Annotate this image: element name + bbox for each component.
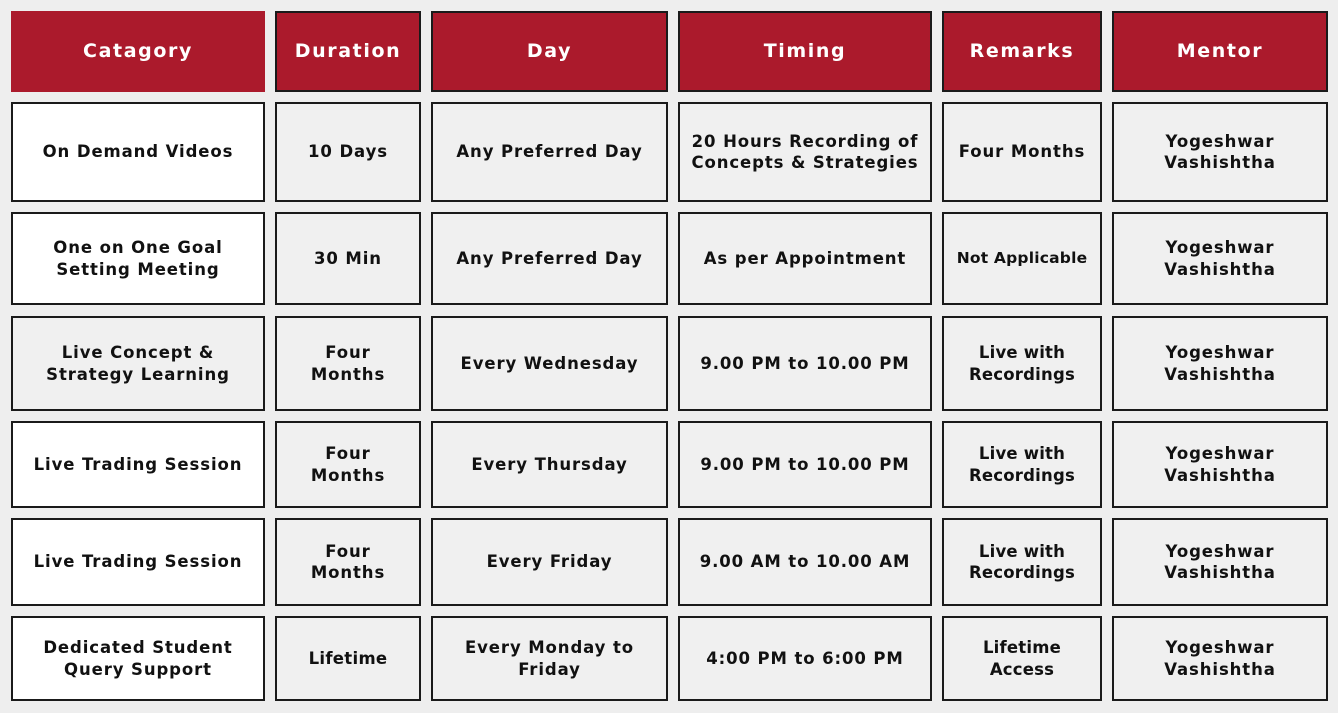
row-6-category-text: Dedicated Student Query Support: [43, 638, 233, 679]
row-2-mentor: [1112, 212, 1328, 305]
header-mentor: [1112, 11, 1328, 92]
header-remarks: [942, 11, 1102, 92]
header-duration-label: Duration: [294, 40, 402, 63]
row-4-timing-text: 9.00 PM to 10.00 PM: [700, 454, 910, 474]
header-timing: [678, 11, 932, 92]
row-5-mentor: [1112, 518, 1328, 606]
row-3-mentor-text: Yogeshwar Vashishtha: [1164, 343, 1276, 384]
header-mentor-label: Mentor: [1176, 40, 1264, 63]
row-6-remarks: [942, 616, 1102, 701]
row-4-mentor: [1112, 421, 1328, 508]
row-4-day: [431, 421, 668, 508]
row-1-remarks-text: Four Months: [958, 142, 1086, 162]
row-1-day-text: Any Preferred Day: [456, 142, 643, 162]
row-3-timing-text: 9.00 PM to 10.00 PM: [700, 353, 910, 373]
row-6-remarks-text: Lifetime Access: [982, 638, 1062, 679]
row-1-category: [11, 102, 265, 202]
row-5-day: [431, 518, 668, 606]
row-3-day-text: Every Wednesday: [460, 353, 639, 373]
row-6-mentor-text: Yogeshwar Vashishtha: [1164, 638, 1276, 679]
row-2-category-text: One on One Goal Setting Meeting: [53, 238, 223, 279]
row-3-remarks: [942, 316, 1102, 411]
row-5-mentor-text: Yogeshwar Vashishtha: [1164, 541, 1276, 582]
row-6-duration-text: Lifetime: [308, 648, 388, 668]
row-2-day: [431, 212, 668, 305]
row-6-day-text: Every Monday to Friday: [464, 638, 635, 679]
row-5-timing: [678, 518, 932, 606]
header-day-label: Day: [526, 40, 573, 63]
row-4-timing: [678, 421, 932, 508]
row-5-remarks-text: Live with Recordings: [969, 541, 1075, 582]
row-5-duration: [275, 518, 421, 606]
row-2-mentor-text: Yogeshwar Vashishtha: [1164, 238, 1276, 279]
row-4-remarks-text: Live with Recordings: [969, 444, 1075, 485]
row-3-category-text: Live Concept & Strategy Learning: [46, 343, 230, 384]
row-2-remarks-text: Not Applicable: [956, 248, 1088, 267]
row-5-timing-text: 9.00 AM to 10.00 AM: [699, 552, 911, 572]
header-duration: [275, 11, 421, 92]
row-4-category-text: Live Trading Session: [33, 454, 243, 474]
row-6-timing: [678, 616, 932, 701]
row-2-duration-text: 30 Min: [314, 248, 382, 268]
row-5-day-text: Every Friday: [486, 552, 613, 572]
row-1-category-text: On Demand Videos: [42, 142, 234, 162]
row-3-mentor: [1112, 316, 1328, 411]
row-3-category: [11, 316, 265, 411]
header-category-label: Catagory: [83, 40, 193, 63]
row-2-day-text: Any Preferred Day: [456, 248, 643, 268]
row-1-remarks: [942, 102, 1102, 202]
row-2-category: [11, 212, 265, 305]
row-4-remarks: [942, 421, 1102, 508]
row-1-timing-text: 20 Hours Recording of Concepts & Strategies: [691, 131, 919, 172]
row-5-duration-text: Four Months: [310, 541, 386, 582]
header-remarks-label: Remarks: [969, 40, 1075, 63]
row-4-category: [11, 421, 265, 508]
row-2-timing: [678, 212, 932, 305]
row-6-day: [431, 616, 668, 701]
row-3-remarks-text: Live with Recordings: [969, 343, 1075, 384]
row-3-timing: [678, 316, 932, 411]
header-day: [431, 11, 668, 92]
row-5-category-text: Live Trading Session: [33, 552, 243, 572]
header-category: [11, 11, 265, 92]
row-6-category: [11, 616, 265, 701]
row-2-timing-text: As per Appointment: [703, 248, 907, 268]
row-1-mentor: [1112, 102, 1328, 202]
row-6-mentor: [1112, 616, 1328, 701]
row-4-duration-text: Four Months: [310, 444, 386, 485]
row-5-category: [11, 518, 265, 606]
row-1-duration-text: 10 Days: [308, 142, 388, 162]
row-1-day: [431, 102, 668, 202]
row-3-day: [431, 316, 668, 411]
row-6-timing-text: 4:00 PM to 6:00 PM: [706, 648, 904, 668]
header-timing-label: Timing: [763, 40, 847, 63]
row-1-duration: [275, 102, 421, 202]
row-5-remarks: [942, 518, 1102, 606]
row-4-mentor-text: Yogeshwar Vashishtha: [1164, 444, 1276, 485]
row-3-duration-text: Four Months: [310, 343, 386, 384]
row-1-timing: [678, 102, 932, 202]
row-1-mentor-text: Yogeshwar Vashishtha: [1164, 131, 1276, 172]
row-4-day-text: Every Thursday: [471, 454, 628, 474]
row-2-duration: [275, 212, 421, 305]
row-2-remarks: [942, 212, 1102, 305]
row-4-duration: [275, 421, 421, 508]
row-6-duration: [275, 616, 421, 701]
row-3-duration: [275, 316, 421, 411]
